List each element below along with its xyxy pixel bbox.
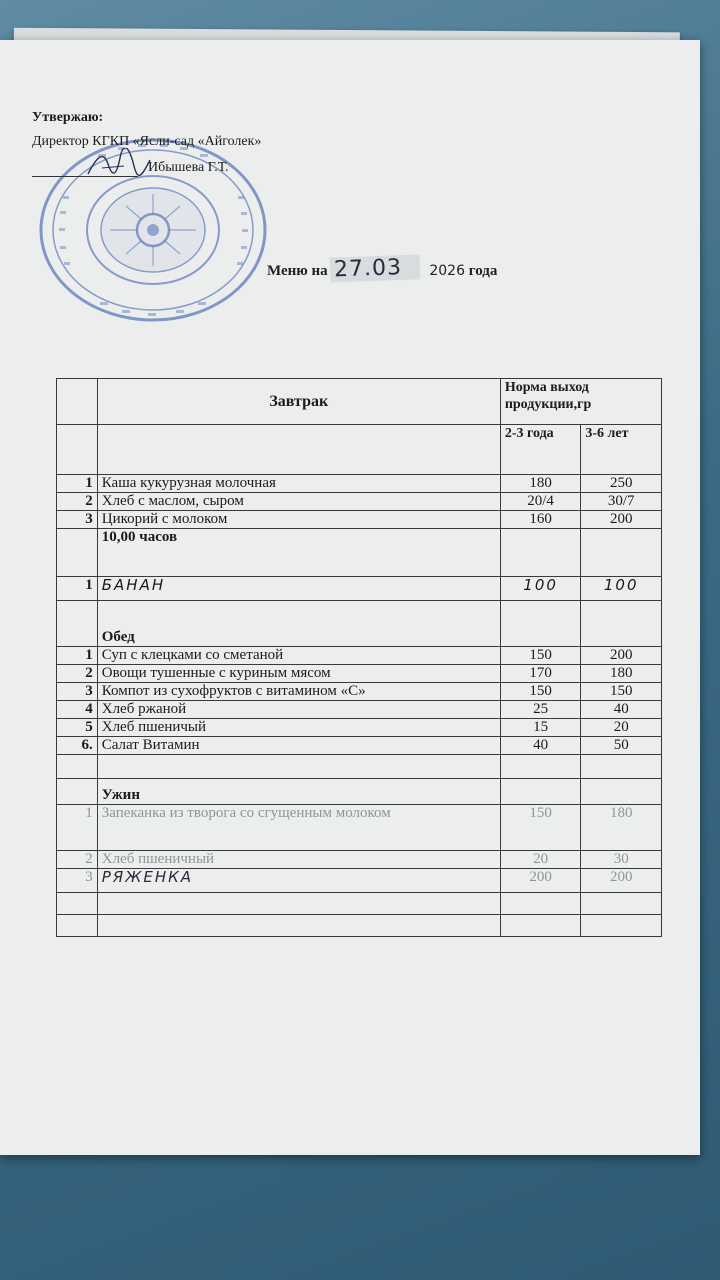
- meal-breakfast-header: Завтрак: [97, 379, 500, 425]
- table-row: 1 Запеканка из творога со сгущенным молоком 150 180: [57, 805, 662, 851]
- empty-row: [57, 915, 662, 937]
- approval-title: Утвержаю:: [32, 110, 104, 125]
- menu-date-handwritten: 27.03: [329, 254, 420, 282]
- menu-year: 2026: [429, 263, 465, 279]
- table-row: 3 Цикорий с молоком 160 200: [57, 511, 662, 529]
- age-2-3-header: 2-3 года: [500, 425, 581, 475]
- menu-suffix: года: [468, 263, 498, 279]
- table-row: 3 РЯЖЕНКА 200 200: [57, 869, 662, 893]
- age-3-6-header: 3-6 лет: [581, 425, 662, 475]
- signature-icon: [84, 148, 154, 182]
- section-row-lunch: [57, 601, 662, 647]
- menu-document: [0, 40, 700, 1155]
- table-row: 2 Овощи тушенные с куриным мясом 170 180: [57, 665, 662, 683]
- table-row: 1 Суп с клецками со сметаной 150 200: [57, 647, 662, 665]
- table-row: 2 Хлеб пшеничный 20 30: [57, 851, 662, 869]
- director-line: Директор КГКП «Ясли-сад «Айголек»: [32, 134, 262, 149]
- table-header-row: [57, 379, 662, 425]
- empty-row: [57, 893, 662, 915]
- menu-prefix: Меню на: [267, 263, 328, 279]
- section-row-snack: [57, 529, 662, 577]
- menu-date-line: [267, 256, 497, 281]
- section-snack-title: 10,00 часов: [97, 529, 500, 577]
- menu-table: [56, 378, 662, 937]
- table-row: 3 Компот из сухофруктов с витамином «С» 150 150: [57, 683, 662, 701]
- table-row: 1 Каша кукурузная молочная 180 250: [57, 475, 662, 493]
- section-lunch-title: Обед: [97, 601, 500, 647]
- signer-name: Ибышева Г.Т.: [148, 160, 229, 175]
- table-row: 2 Хлеб с маслом, сыром 20/4 30/7: [57, 493, 662, 511]
- table-row: 5 Хлеб пшеничый 15 20: [57, 719, 662, 737]
- empty-row: [57, 755, 662, 779]
- table-row: 4 Хлеб ржаной 25 40: [57, 701, 662, 719]
- age-header-row: [57, 425, 662, 475]
- section-dinner-title: Ужин: [97, 779, 500, 805]
- section-row-dinner: [57, 779, 662, 805]
- norm-header: Норма выход продукции,гр: [500, 379, 661, 425]
- table-row: 6. Салат Витамин 40 50: [57, 737, 662, 755]
- table-row: 1 БАНАН 100 100: [57, 577, 662, 601]
